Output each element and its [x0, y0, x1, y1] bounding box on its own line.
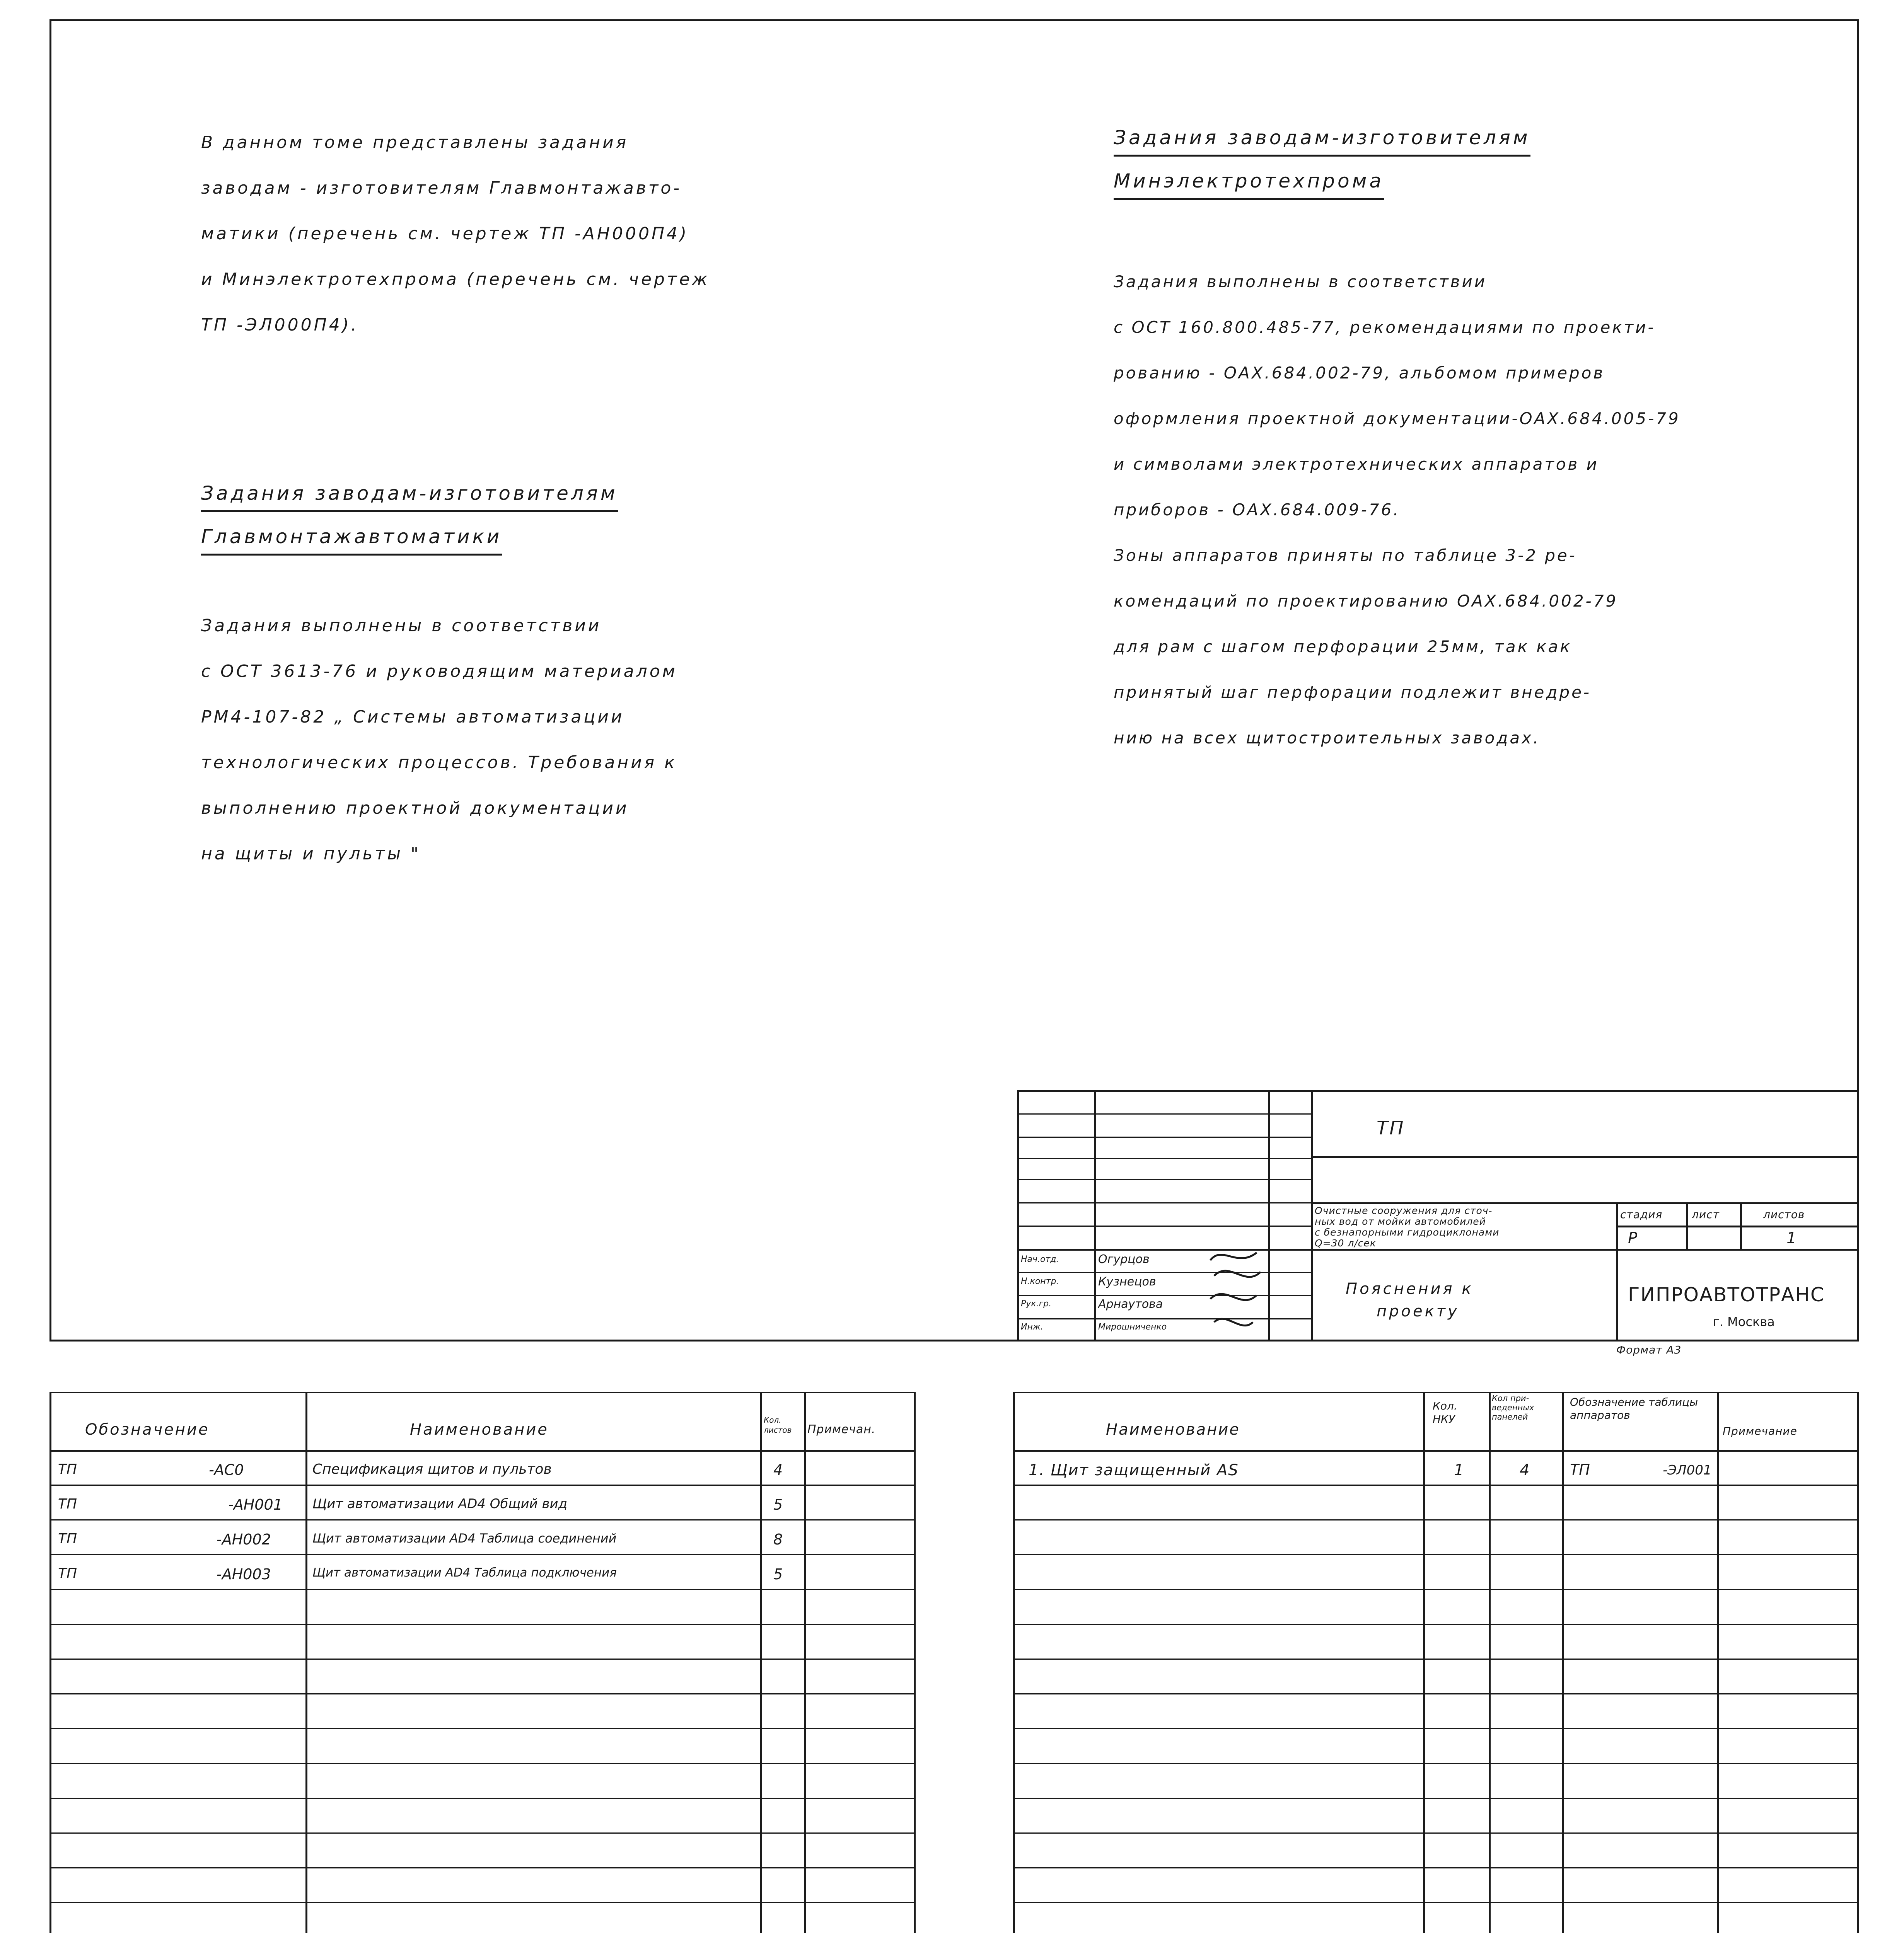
table-rule: [49, 1519, 916, 1520]
section2-line: нию на всех щитостроительных заводах.: [1114, 728, 1541, 747]
left-header-qty: Кол. листов: [764, 1415, 792, 1435]
intro-text: [201, 120, 710, 348]
table-rule: [1013, 1485, 1859, 1486]
table-rule: [49, 1659, 916, 1660]
table-rule: [1013, 1902, 1859, 1903]
table-rule: [49, 1693, 916, 1694]
table-rule: [49, 1554, 916, 1555]
table-rule: [1013, 1832, 1859, 1834]
left-header-designation: Обозначение: [85, 1421, 210, 1439]
top-role: Рук.гр.: [1021, 1299, 1052, 1309]
top-object: Очистные сооружения для сточ- ных вод от мойки автомобилей с безнапорными гидроциклонами Q=30 л/сек: [1315, 1205, 1500, 1249]
section1-heading-line: Главмонтажавтоматики: [201, 520, 502, 556]
top-stage-value: Р: [1628, 1229, 1638, 1247]
right-header-designation: Обозначение таблицы аппаратов: [1570, 1396, 1698, 1422]
table-rule: [49, 1728, 916, 1729]
left-header-name: Наименование: [410, 1421, 549, 1439]
section2-line: приборов - ОАХ.684.009-76.: [1114, 500, 1401, 519]
table-rule: [1013, 1624, 1859, 1625]
section1-line: выполнению проектной документации: [201, 798, 629, 818]
drawing-sheet: В данном томе представлены задания заводам - изготовителям Главмонтажавто- матики (перечень см. чертеж ТП -АН000П4) и Минэлектротехпрома (перечень см. чертеж ТП -ЭЛ000П4). Задания заводам-изготовителям Главмонтажавтоматики Задания выполнены в соответствии с ОСТ 3613-76 и руководящим материалом РМ4-107-82 „ Системы автоматизации технологических процессов. Требования к выполнению проектной документации на щиты и пульты " Задания заводам-изготовителям Минэлектротехпрома Задания выполнены в соответствии с ОСТ 160.800.485-77, рекомендациями по проекти- рованию - ОАХ.684.002-79, альбомом примеров оформления проектной документации-ОАХ.684.005-79 и символами электротехнических аппаратов и приборов - ОАХ.684.009-76. Зоны аппаратов приняты по таблице 3-2 ре- комендаций по проектированию ОАХ.684.002-79 для рам с шагом перфорации 25мм, так как принятый шаг перфорации подлежит внедре- нию на всех щитостроительных заводах. ТП Очистные сооружения для сточ- ных вод от мойки автомобилей с безнапорными гидроциклонами Q=30 л/сек стадия лист листов Р 1 Пояснения к проекту ГИПРОАВТОТРАНС г. Москва Формат А3 Нач.отд. Огурцов Н.контр. Кузнецов Рук.гр. Арнаутова Инж. Мирошниченко Обозначение Наименование Кол. листов Примечан. ТП -АС0 Спецификация щитов и пультов 4 ТП -АН001 Щит автоматизации АD4 Общий вид 5 ТП -АН002 Щит автоматизации АD4 Таблица соединений 8 ТП -АН003 Щит автоматизации АD4 Таблица подключения 5 Наименование Кол. НКУ Кол при-веденных панелей Обозначение таблицы аппаратов Примечание 1. Щит защищенный AS 1 4 ТП -ЭЛ001: [0, 0, 1904, 1933]
section2-line: с ОСТ 160.800.485-77, рекомендациями по проекти-: [1114, 318, 1656, 337]
table-rule: [1013, 1798, 1859, 1799]
left-header-note: Примечан.: [807, 1423, 876, 1436]
table-rule: [49, 1798, 916, 1799]
format-label: Формат А3: [1616, 1343, 1682, 1356]
section1-heading-line: Задания заводам-изготовителям: [201, 476, 618, 512]
signatures-graphic: [1206, 1245, 1264, 1342]
table-rule: [49, 1589, 916, 1590]
right-header-name: Наименование: [1106, 1421, 1240, 1439]
table-rule: [49, 1485, 916, 1486]
table-rule: [1013, 1519, 1859, 1520]
section2-heading: [1114, 116, 1530, 203]
section2-line: принятый шаг перфорации подлежит внедре-: [1114, 683, 1592, 702]
section1-line: РМ4-107-82 „ Системы автоматизации: [201, 707, 624, 727]
section2-line: комендаций по проектированию ОАХ.684.002-79: [1114, 591, 1618, 610]
table-rule: [49, 1832, 916, 1834]
section2-line: оформления проектной документации-ОАХ.684.005-79: [1114, 409, 1681, 428]
top-role: Нач.отд.: [1021, 1255, 1059, 1264]
table-rule: [1013, 1554, 1859, 1555]
intro-line: заводам - изготовителям Главмонтажавто-: [201, 178, 682, 198]
right-header-note: Примечание: [1723, 1425, 1797, 1437]
top-stage-label: стадия: [1620, 1208, 1663, 1221]
table-rule: [49, 1867, 916, 1868]
top-title: Пояснения к проекту: [1346, 1280, 1474, 1320]
table-rule: [49, 1763, 916, 1764]
table-rule: [1013, 1867, 1859, 1868]
top-sheets-label: листов: [1763, 1208, 1805, 1221]
table-rule: [1013, 1659, 1859, 1660]
section2-line: Зоны аппаратов приняты по таблице 3-2 ре-: [1114, 546, 1577, 565]
top-sheet-label: лист: [1692, 1208, 1720, 1221]
table-rule: [49, 1624, 916, 1625]
section1-line: на щиты и пульты ": [201, 844, 421, 864]
section2-line: Задания выполнены в соответствии: [1114, 272, 1487, 291]
top-org: ГИПРОАВТОТРАНС: [1628, 1284, 1825, 1306]
intro-line: и Минэлектротехпрома (перечень см. чертеж: [201, 269, 710, 289]
top-doc-code: ТП: [1377, 1117, 1405, 1139]
section1-heading: [201, 472, 618, 558]
top-city: г. Москва: [1713, 1314, 1775, 1329]
section1-line: технологических процессов. Требования к: [201, 753, 677, 772]
top-sheets-value: 1: [1786, 1229, 1797, 1247]
top-name: Кузнецов: [1098, 1275, 1156, 1289]
table-rule: [1013, 1693, 1859, 1694]
top-role: Н.контр.: [1021, 1277, 1059, 1286]
section2-body: [1114, 259, 1681, 761]
section2-heading-line: Минэлектротехпрома: [1114, 164, 1384, 200]
section2-line: для рам с шагом перфорации 25мм, так как: [1114, 637, 1572, 656]
top-role: Инж.: [1021, 1322, 1043, 1332]
section1-line: с ОСТ 3613-76 и руководящим материалом: [201, 661, 677, 681]
section1-line: Задания выполнены в соответствии: [201, 616, 602, 636]
section2-heading-line: Задания заводам-изготовителям: [1114, 121, 1530, 157]
table-rule: [1013, 1763, 1859, 1764]
intro-line: ТП -ЭЛ000П4).: [201, 315, 359, 335]
table-rule: [1013, 1728, 1859, 1729]
intro-line: В данном томе представлены задания: [201, 133, 629, 152]
top-name: Огурцов: [1098, 1253, 1150, 1266]
right-header-qty: Кол. НКУ: [1433, 1399, 1457, 1425]
section2-line: и символами электротехнических аппаратов и: [1114, 455, 1599, 474]
section1-body: [201, 603, 677, 877]
top-name: Мирошниченко: [1098, 1322, 1167, 1332]
table-rule: [49, 1902, 916, 1903]
table-rule: [1013, 1589, 1859, 1590]
section2-line: рованию - ОАХ.684.002-79, альбомом примеров: [1114, 363, 1605, 382]
intro-line: матики (перечень см. чертеж ТП -АН000П4): [201, 224, 689, 244]
right-header-panels: Кол при-веденных панелей: [1492, 1394, 1534, 1422]
top-name: Арнаутова: [1098, 1297, 1163, 1311]
